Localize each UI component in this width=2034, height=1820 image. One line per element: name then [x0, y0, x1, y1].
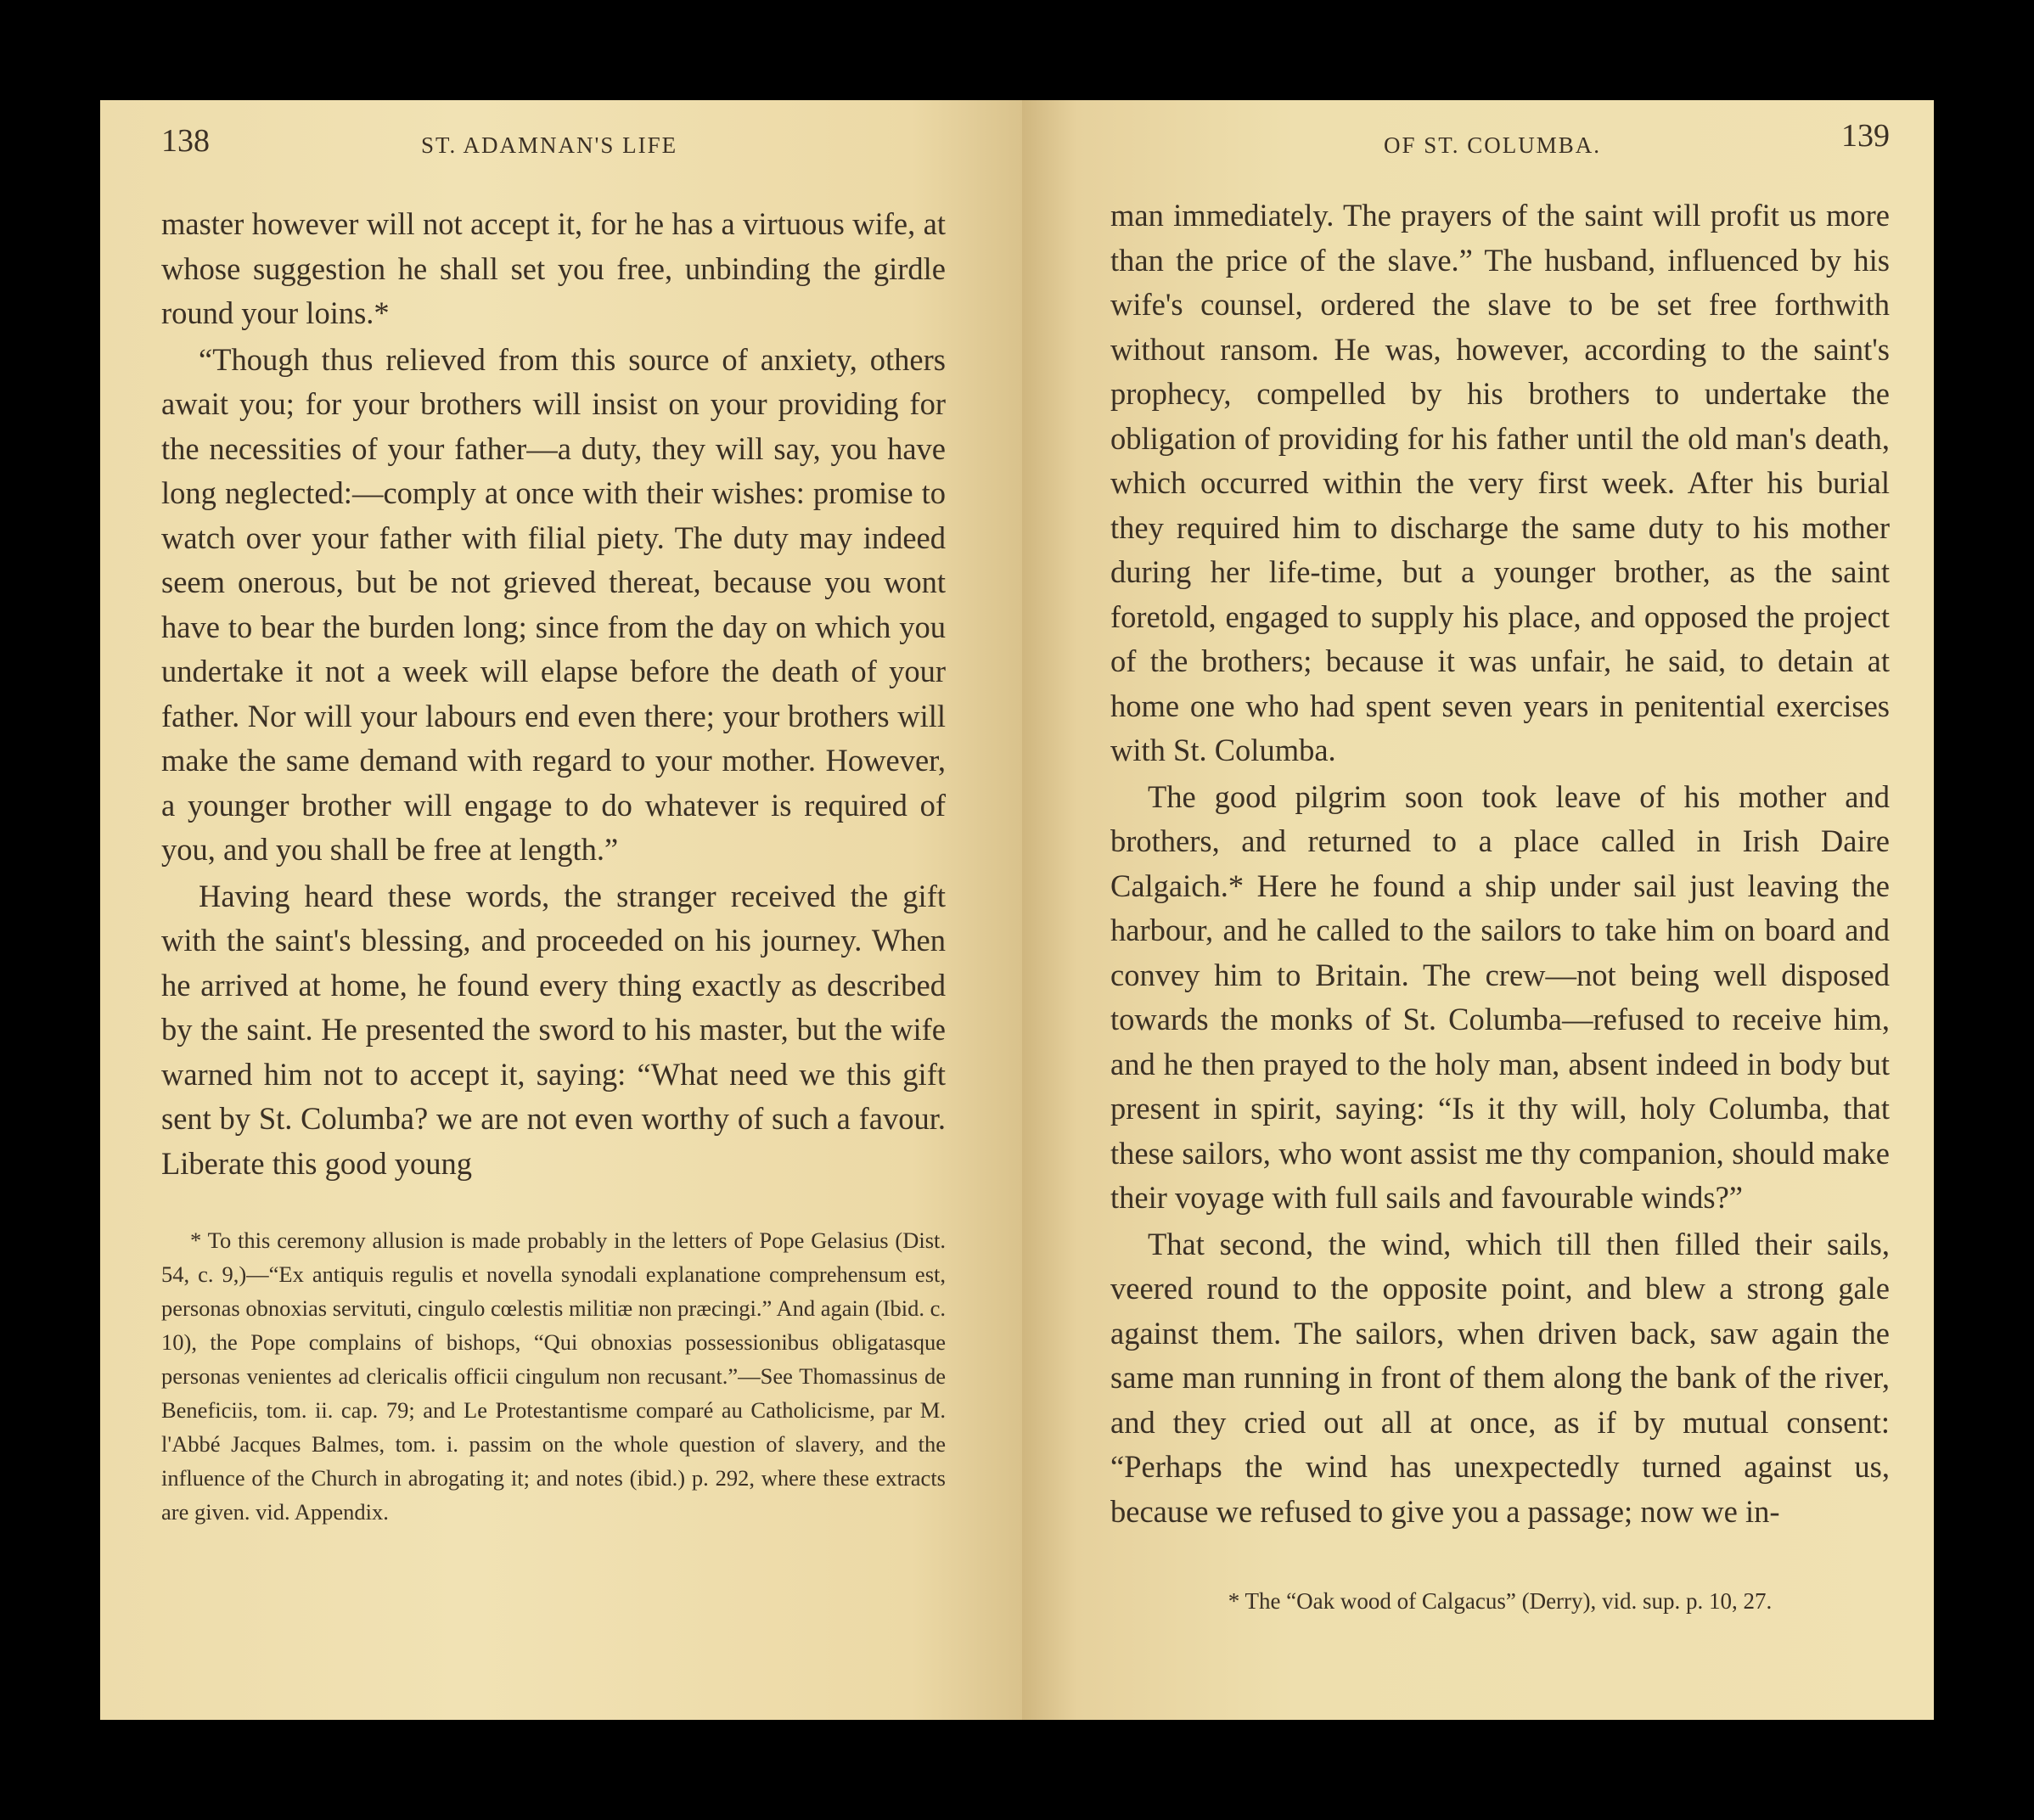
right-paragraph-1: man immediately. The prayers of the saint will profit us more than the price of the slave.” The husband, influenced by his wife's counsel, ordered the slave to be set free forthwith without ransom. He was, however, according to the saint's prophecy, compelled by his brothers to undertake the obligation of providing for his father until the old man's death, which occurred within the very first week. After his burial they required him to discharge the same duty to his mother during her life-time, but a younger brother, as the saint foretold, engaged to supply his place, and opposed the project of the brothers; because it was unfair, he said, to detain at home one who had spent seven years in penitential exercises with St. Columba. — [1110, 198, 1890, 767]
left-running-title: ST. ADAMNAN'S LIFE — [421, 132, 678, 158]
right-running-title: OF ST. COLUMBA. — [1384, 132, 1602, 158]
right-paragraph-3: That second, the wind, which till then filled their sails, veered round to the opposite point, and blew a strong gale against them. The sailors, when driven back, saw again the same man running in front of them along the bank of the river, and they cried out all at once, as if by mutual consent: “Perhaps the wind has unexpectedly turned against us, because we refused to give you a passage; now we in- — [1110, 1226, 1890, 1529]
right-paragraph-2: The good pilgrim soon took leave of his mother and brothers, and returned to a place called in Irish Daire Calgaich.* Here he found a ship under sail just leaving the harbour, and he called to the sailors to take him on board and convey him to Britain. The crew—not being well disposed towards the monks of St. Columba—refused to receive him, and he then prayed to the holy man, absent indeed in body but present in spirit, saying: “Is it thy will, holy Columba, that these sailors, who wont assist me thy companion, should make their voyage with full sails and favourable winds?” — [1110, 778, 1890, 1215]
right-body-text — [1110, 194, 1890, 1534]
left-page — [100, 100, 1022, 1720]
left-paragraph-2: “Though thus relieved from this source of anxiety, others await you; for your brothers will insist on your providing for the necessities of your father—a duty, they will say, you have long neglected:—comply at once with their wishes: promise to watch over your father with filial piety. The duty may indeed seem onerous, but be not grieved thereat, because you wont have to bear the burden long; since from the day on which you undertake it not a week will elapse before the death of your father. Nor will your labours end even there; your brothers will make the same demand with regard to your mother. However, a younger brother will engage to do whatever is required of you, and you shall be free at length.” — [161, 341, 946, 867]
right-page-number: 139 — [1841, 118, 1890, 154]
left-body-text — [161, 202, 946, 1186]
left-running-head — [161, 122, 946, 185]
left-paragraph-1: master however will not accept it, for he has a virtuous wife, at whose suggestion he shall set you free, unbinding the girdle round your loins.* — [161, 206, 946, 330]
right-footnote: * The “Oak wood of Calgacus” (Derry), vid. sup. p. 10, 27. — [1228, 1588, 1773, 1614]
left-footnote: * To this ceremony allusion is made probably in the letters of Pope Gelasius (Dist. 54, c. 9,)—“Ex antiquis regulis et novella synodali explanatione comprehensum est, personas obnoxias servituti, cingulo cœlestis militiæ non præcingi.” And again (Ibid. c. 10), the Pope complains of bishops, “Qui obnoxias possessionibus obligatasque personas venientes ad clericalis officii cingulum non recusant.”—See Thomassinus de Beneficiis, tom. ii. cap. 79; and Le Protestantisme comparé au Catholicisme, par M. l'Abbé Jacques Balmes, tom. i. passim on the whole question of slavery, and the influence of the Church in abrogating it; and notes (ibid.) p. 292, where these extracts are given. vid. Appendix. — [161, 1227, 946, 1525]
right-running-head — [1110, 118, 1890, 185]
left-paragraph-3: Having heard these words, the stranger received the gift with the saint's blessing, and proceeded on his journey. When he arrived at home, he found every thing exactly as described by the saint. He presented the sword to his master, but the wife warned him not to accept it, saying: “What need we this gift sent by St. Columba? we are not even worthy of such a favour. Liberate this good young — [161, 878, 946, 1181]
right-page — [1022, 100, 1934, 1720]
left-page-number: 138 — [161, 123, 210, 159]
